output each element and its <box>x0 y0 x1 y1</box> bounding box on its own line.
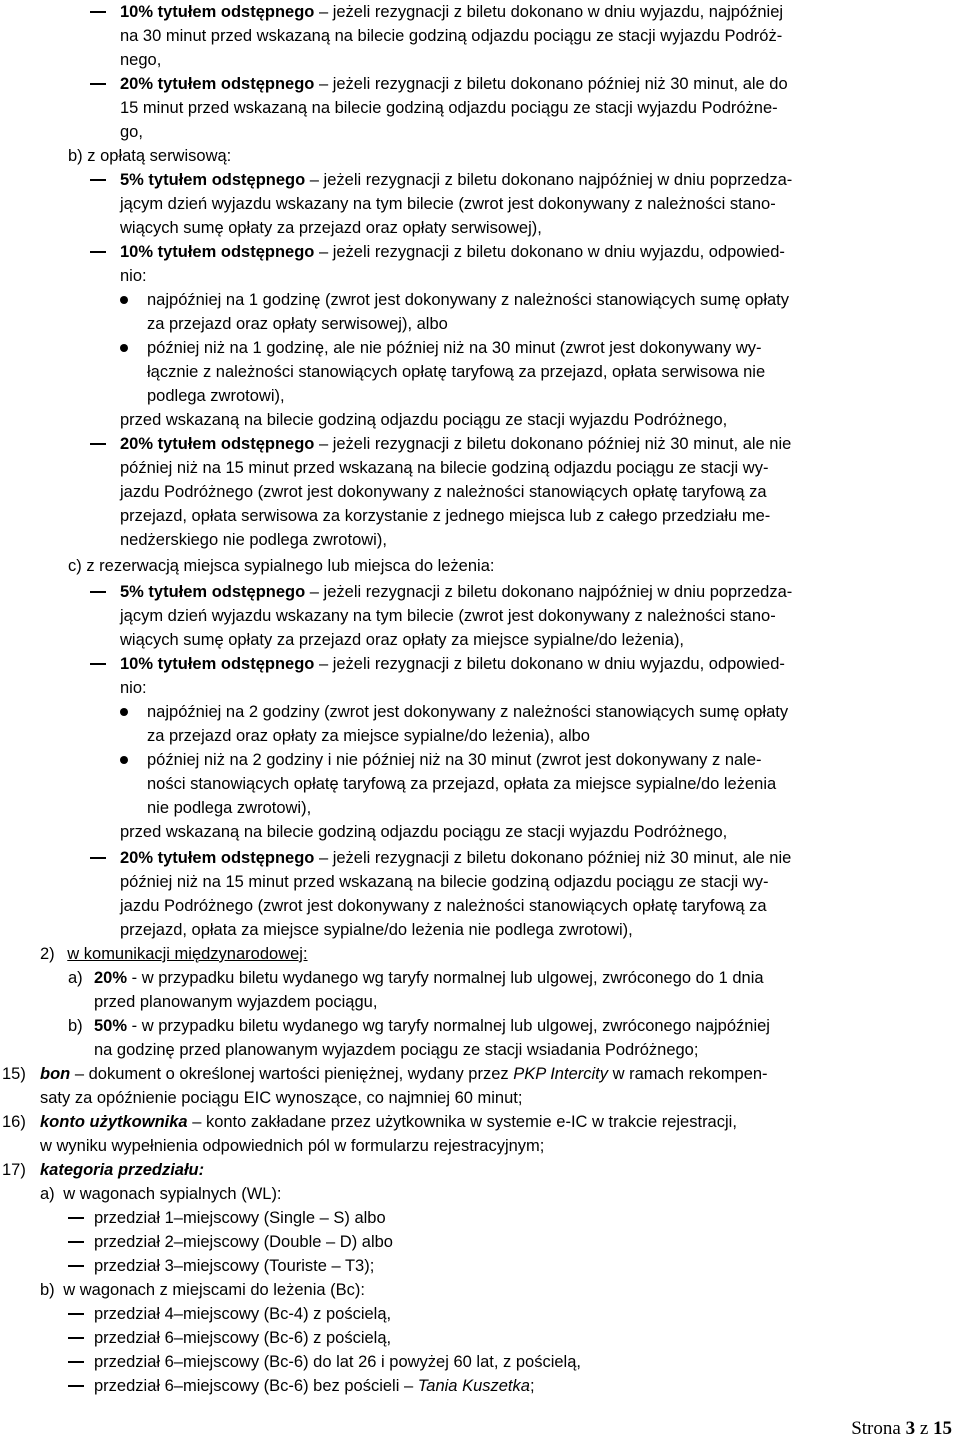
item-lead: 20% <box>94 969 128 987</box>
dash-item-20pct <box>90 846 958 942</box>
item-text: nedżerskiego nie podlega zwrotowi), <box>120 531 387 549</box>
item-text: jącym dzień wyjazdu wskazany na tym bilecie (zwrot jest dokonywany z należności stano- <box>120 195 776 213</box>
paragraph-tail <box>120 820 958 844</box>
compartment-item <box>68 1326 958 1350</box>
item-label: b) <box>40 1281 55 1299</box>
sleeping-cars-heading <box>40 1182 958 1206</box>
definition-text: – konto zakładane przez użytkownika w systemie e-IC w trakcie rejestracji, <box>187 1113 737 1131</box>
bullet-marker <box>120 756 128 764</box>
page-number: 3 <box>905 1418 916 1439</box>
item-text: nie podlega zwrotowi), <box>147 799 312 817</box>
definition-text: saty za opóźnienie pociągu EIC wynoszące, co najmniej 60 minut; <box>40 1089 523 1107</box>
section-c-heading <box>68 554 958 578</box>
dash-item-20pct <box>90 432 958 552</box>
item-text: przedział 1–miejscowy (Single – S) albo <box>94 1209 386 1227</box>
item-lead: 50% <box>94 1017 128 1035</box>
definition-term: kategoria przedziału: <box>40 1161 205 1179</box>
item-text: przejazd, opłata serwisowa za korzystanie z jednego miejsca lub z całego przedziału me- <box>120 507 771 525</box>
compartment-item <box>68 1302 958 1326</box>
item-text: – jeżeli rezygnacji z biletu dokonano później niż 30 minut, ale nie <box>314 849 792 867</box>
item-text: później niż na 15 minut przed wskazaną na bilecie godziną odjazdu pociągu ze stacji wy- <box>120 873 769 891</box>
item-text: – jeżeli rezygnacji z biletu dokonano później niż 30 minut, ale do <box>314 75 788 93</box>
item-text: 15 minut przed wskazaną na bilecie godziną odjazdu pociągu ze stacji wyjazdu Podróżne- <box>120 99 778 117</box>
item-text: na godzinę przed planowanym wyjazdem pociągu ze stacji wsiadania Podróżnego; <box>94 1041 699 1059</box>
dash-marker <box>90 11 106 13</box>
item-text: wiących sumę opłaty za przejazd oraz opłaty za miejsce sypialne/do leżenia), <box>120 631 685 649</box>
compartment-item <box>68 1254 958 1278</box>
section-title: z opłatą serwisową: <box>87 147 232 165</box>
paragraph-tail <box>120 408 958 432</box>
definition-17 <box>2 1158 958 1182</box>
definition-number: 16) <box>2 1113 26 1131</box>
dash-marker <box>68 1361 84 1363</box>
compartment-item <box>68 1350 958 1374</box>
item-text: - w przypadku biletu wydanego wg taryfy normalnej lub ulgowej, zwróconego najpóźniej <box>127 1017 770 1035</box>
dash-item-5pct <box>90 168 958 240</box>
item-text: przed wskazaną na bilecie godziną odjazdu pociągu ze stacji wyjazdu Podróżnego, <box>120 823 728 841</box>
item-text: podlega zwrotowi), <box>147 387 285 405</box>
item-lead: 20% tytułem odstępnego <box>120 849 315 867</box>
item-text: przedział 6–miejscowy (Bc-6) do lat 26 i powyżej 60 lat, z pościelą, <box>94 1353 581 1371</box>
dash-item-10pct <box>90 240 958 288</box>
bullet-item <box>120 336 958 408</box>
dash-marker <box>90 179 106 181</box>
item-text: na 30 minut przed wskazaną na bilecie godziną odjazdu pociągu ze stacji wyjazdu Podróż- <box>120 27 783 45</box>
bullet-item <box>120 748 958 820</box>
item-text: go, <box>120 123 143 141</box>
item-lead: 10% tytułem odstępnego <box>120 655 315 673</box>
bullet-item <box>120 288 958 336</box>
item-text: przejazd, opłata za miejsce sypialne/do leżenia nie podlega zwrotowi), <box>120 921 633 939</box>
definition-text: w ramach rekompen- <box>608 1065 768 1083</box>
dash-marker <box>90 443 106 445</box>
item-lead: 5% tytułem odstępnego <box>120 583 306 601</box>
item-text: przedział 6–miejscowy (Bc-6) z pościelą, <box>94 1329 392 1347</box>
item-text: – jeżeli rezygnacji z biletu dokonano najpóźniej w dniu poprzedza- <box>305 171 793 189</box>
dash-marker <box>90 591 106 593</box>
item-lead: 10% tytułem odstępnego <box>120 243 315 261</box>
item-text: – jeżeli rezygnacji z biletu dokonano w dniu wyjazdu, najpóźniej <box>314 3 784 21</box>
item-text: – jeżeli rezygnacji z biletu dokonano najpóźniej w dniu poprzedza- <box>305 583 793 601</box>
bullet-item <box>120 700 958 748</box>
dash-item-10pct <box>90 652 958 700</box>
item-text: za przejazd oraz opłaty serwisowej), albo <box>147 315 448 333</box>
point-label: 2) <box>40 945 55 963</box>
point-2-heading <box>40 942 958 966</box>
page-total: 15 <box>933 1418 952 1439</box>
definition-term: bon <box>40 1065 71 1083</box>
definition-16 <box>2 1110 958 1158</box>
item-text: później niż na 1 godzinę, ale nie później niż na 30 minut (zwrot jest dokonywany wy- <box>147 339 762 357</box>
item-lead: 20% tytułem odstępnego <box>120 75 315 93</box>
page-footer <box>851 1418 952 1440</box>
dash-marker <box>68 1265 84 1267</box>
item-text: przed planowanym wyjazdem pociągu, <box>94 993 378 1011</box>
dash-marker <box>68 1313 84 1315</box>
definition-number: 15) <box>2 1065 26 1083</box>
item-text: nio: <box>120 679 147 697</box>
item-title: w wagonach sypialnych (WL): <box>63 1185 282 1203</box>
definition-number: 17) <box>2 1161 26 1179</box>
point-2b <box>68 1014 958 1062</box>
compartment-item <box>68 1374 958 1398</box>
item-text: – jeżeli rezygnacji z biletu dokonano później niż 30 minut, ale nie <box>314 435 792 453</box>
offer-name: Tania Kuszetka <box>417 1377 530 1395</box>
item-text: – jeżeli rezygnacji z biletu dokonano w dniu wyjazdu, odpowied- <box>314 243 785 261</box>
item-lead: 20% tytułem odstępnego <box>120 435 315 453</box>
point-title: w komunikacji międzynarodowej: <box>67 945 308 963</box>
item-text: przedział 2–miejscowy (Double – D) albo <box>94 1233 393 1251</box>
definition-15 <box>2 1062 958 1110</box>
dash-marker <box>90 251 106 253</box>
compartment-item <box>68 1230 958 1254</box>
definition-text: w wyniku wypełnienia odpowiednich pól w formularzu rejestracyjnym; <box>40 1137 545 1155</box>
item-label: b) <box>68 1017 83 1035</box>
section-b-heading <box>68 144 958 168</box>
item-text: przedział 3–miejscowy (Touriste – T3); <box>94 1257 375 1275</box>
point-2a <box>68 966 958 1014</box>
item-text: – jeżeli rezygnacji z biletu dokonano w dniu wyjazdu, odpowied- <box>314 655 785 673</box>
bullet-marker <box>120 296 128 304</box>
item-text: nego, <box>120 51 162 69</box>
item-title: w wagonach z miejscami do leżenia (Bc): <box>63 1281 365 1299</box>
item-lead: 5% tytułem odstępnego <box>120 171 306 189</box>
item-text: wiących sumę opłaty za przejazd oraz opłaty serwisowej), <box>120 219 542 237</box>
dash-item-10pct <box>90 0 958 72</box>
section-label: c) <box>68 557 82 575</box>
bullet-marker <box>120 344 128 352</box>
item-text: za przejazd oraz opłaty za miejsce sypialne/do leżenia), albo <box>147 727 590 745</box>
item-text: łącznie z należności stanowiących opłatę taryfową za przejazd, opłata serwisowa nie <box>147 363 766 381</box>
dash-marker <box>90 663 106 665</box>
item-text: nio: <box>120 267 147 285</box>
item-text: później niż na 15 minut przed wskazaną na bilecie godziną odjazdu pociągu ze stacji wy- <box>120 459 769 477</box>
dash-marker <box>90 83 106 85</box>
item-text: najpóźniej na 2 godziny (zwrot jest dokonywany z należności stanowiących sumę opłaty <box>147 703 789 721</box>
brand-name: PKP Intercity <box>513 1065 608 1083</box>
item-text: przedział 6–miejscowy (Bc-6) bez pościeli – <box>94 1377 418 1395</box>
dash-marker <box>68 1337 84 1339</box>
compartment-item <box>68 1206 958 1230</box>
item-text: ; <box>529 1377 535 1395</box>
dash-item-5pct <box>90 580 958 652</box>
section-label: b) <box>68 147 83 165</box>
definition-text: – dokument o określonej wartości pieniężnej, wydany przez <box>70 1065 514 1083</box>
item-text: jącym dzień wyjazdu wskazany na tym bilecie (zwrot jest dokonywany z należności stano- <box>120 607 776 625</box>
footer-word: Strona <box>851 1418 906 1439</box>
dash-marker <box>90 857 106 859</box>
section-title: z rezerwacją miejsca sypialnego lub miejsca do leżenia: <box>86 557 495 575</box>
dash-marker <box>68 1241 84 1243</box>
item-text: ności stanowiących opłatę taryfową za przejazd, opłata za miejsce sypialne/do leżenia <box>147 775 777 793</box>
item-lead: 10% tytułem odstępnego <box>120 3 315 21</box>
dash-marker <box>68 1217 84 1219</box>
item-label: a) <box>40 1185 55 1203</box>
item-text: jazdu Podróżnego (zwrot jest dokonywany z należności stanowiących opłatę taryfową za <box>120 483 767 501</box>
footer-of: z <box>915 1418 933 1439</box>
definition-term: konto użytkownika <box>40 1113 188 1131</box>
item-text: najpóźniej na 1 godzinę (zwrot jest dokonywany z należności stanowiących sumę opłaty <box>147 291 790 309</box>
item-text: jazdu Podróżnego (zwrot jest dokonywany z należności stanowiących opłatę taryfową za <box>120 897 767 915</box>
bullet-marker <box>120 708 128 716</box>
couchette-cars-heading <box>40 1278 958 1302</box>
item-label: a) <box>68 969 83 987</box>
item-text: przedział 4–miejscowy (Bc-4) z pościelą, <box>94 1305 392 1323</box>
dash-item-20pct <box>90 72 958 144</box>
item-text: - w przypadku biletu wydanego wg taryfy normalnej lub ulgowej, zwróconego do 1 dnia <box>127 969 764 987</box>
dash-marker <box>68 1385 84 1387</box>
item-text: przed wskazaną na bilecie godziną odjazdu pociągu ze stacji wyjazdu Podróżnego, <box>120 411 728 429</box>
item-text: później niż na 2 godziny i nie później niż na 30 minut (zwrot jest dokonywany z nale- <box>147 751 762 769</box>
